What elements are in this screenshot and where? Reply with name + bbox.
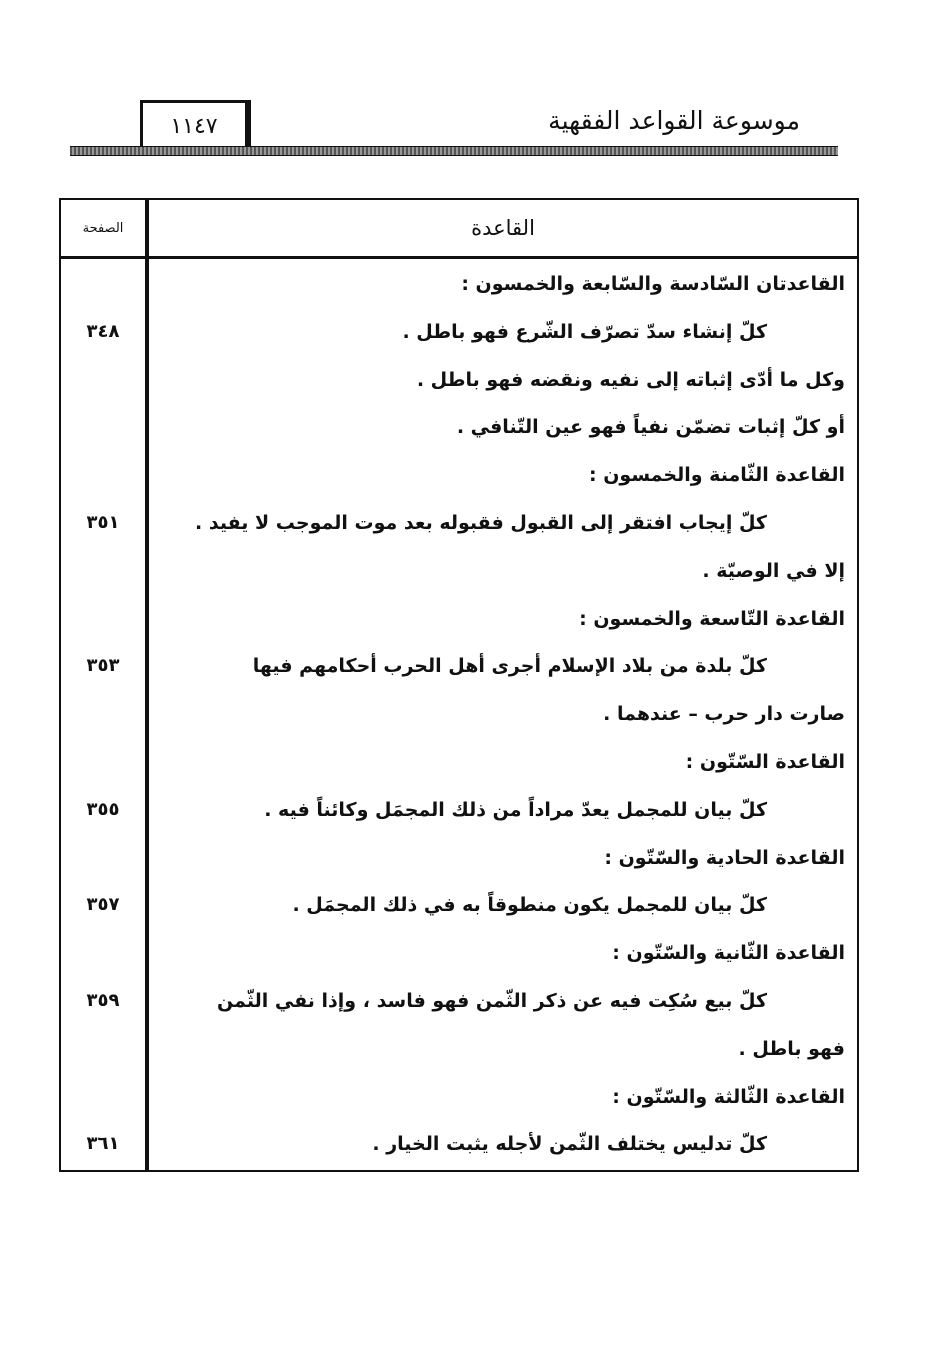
- column-header-page: الصفحة: [82, 220, 124, 236]
- table-row: [61, 929, 857, 977]
- header-divider: [61, 256, 857, 259]
- table-row: [61, 308, 857, 356]
- page-number: ١١٤٧: [170, 113, 218, 139]
- rule-text: فهو باطل .: [738, 1037, 845, 1060]
- table-row: [61, 403, 857, 451]
- page-reference: [61, 403, 145, 451]
- table-row: [61, 499, 857, 547]
- table-row: [61, 451, 857, 499]
- page-reference: ٣٥٥: [86, 798, 120, 820]
- rule-text: القاعدة الثّامنة والخمسون :: [589, 464, 845, 487]
- table-row: [61, 786, 857, 834]
- table-row: [61, 1025, 857, 1073]
- rule-text: صارت دار حرب – عندهما .: [603, 703, 845, 726]
- page-reference: [61, 356, 145, 404]
- page-reference: ٣٦١: [86, 1133, 120, 1155]
- table-row: [61, 977, 857, 1025]
- book-title: موسوعة القواعد الفقهية: [548, 106, 800, 135]
- page-reference: ٣٥٣: [86, 655, 120, 677]
- table-row: [61, 642, 857, 690]
- page-reference: ٣٥٧: [86, 894, 120, 916]
- table-row: [61, 1120, 857, 1168]
- rule-text: إلا في الوصيّة .: [702, 559, 845, 582]
- rule-text: كلّ إنشاء سدّ تصرّف الشّرع فهو باطل .: [402, 320, 767, 343]
- page-reference: [61, 451, 145, 499]
- page-reference: [61, 1073, 145, 1121]
- table-row: [61, 881, 857, 929]
- table-row: [61, 1073, 857, 1121]
- page-reference: [61, 260, 145, 308]
- rule-text: كلّ تدليس يختلف الثّمن لأجله يثبت الخيار .: [372, 1133, 767, 1156]
- page-reference: [61, 690, 145, 738]
- rule-text: القاعدة السّتّون :: [685, 751, 845, 773]
- rule-text: القاعدة الثّانية والسّتّون :: [612, 942, 845, 965]
- table-row: [61, 595, 857, 643]
- rule-text: أو كلّ إثبات تضمّن نفياً فهو عين التّنافي .: [456, 416, 845, 439]
- column-header-rule: القاعدة: [471, 216, 535, 240]
- rule-text: القاعدة التّاسعة والخمسون :: [579, 607, 845, 630]
- rule-text: القاعدتان السّادسة والسّابعة والخمسون :: [461, 273, 845, 295]
- page-reference: [61, 929, 145, 977]
- page-reference: [61, 738, 145, 786]
- rule-text: كلّ بيع سُكِت فيه عن ذكر الثّمن فهو فاسد ، وإذا نفي الثّمن: [217, 990, 767, 1012]
- table-row: [61, 834, 857, 882]
- rule-text: كلّ إيجاب افتقر إلى القبول فقبوله بعد موت الموجب لا يفيد .: [195, 512, 767, 534]
- rule-text: القاعدة الثّالثة والسّتّون :: [612, 1085, 845, 1108]
- header-rule: [70, 146, 838, 156]
- page-reference: ٣٥١: [86, 512, 120, 533]
- page-reference: [61, 1025, 145, 1073]
- page-reference: ٣٥٩: [86, 990, 120, 1011]
- page-header: [70, 100, 838, 158]
- rule-text: وكل ما أدّى إثباته إلى نفيه ونقضه فهو باطل .: [416, 368, 845, 391]
- table-row: [61, 738, 857, 786]
- rule-text: القاعدة الحادية والسّتّون :: [604, 846, 845, 869]
- rule-text: كلّ بيان للمجمل يكون منطوقاً به في ذلك المجمَل .: [292, 894, 767, 917]
- page-reference: [61, 547, 145, 595]
- table-row: [61, 260, 857, 308]
- page-reference: [61, 595, 145, 643]
- page-reference: [61, 834, 145, 882]
- rule-text: كلّ بلدة من بلاد الإسلام أجرى أهل الحرب أحكامهم فيها: [252, 655, 767, 678]
- table-row: [61, 356, 857, 404]
- rule-text: كلّ بيان للمجمل يعدّ مراداً من ذلك المجمَل وكائناً فيه .: [264, 798, 767, 821]
- page-reference: ٣٤٨: [86, 320, 120, 342]
- table-row: [61, 547, 857, 595]
- rules-index-table: [59, 198, 859, 1172]
- table-row: [61, 690, 857, 738]
